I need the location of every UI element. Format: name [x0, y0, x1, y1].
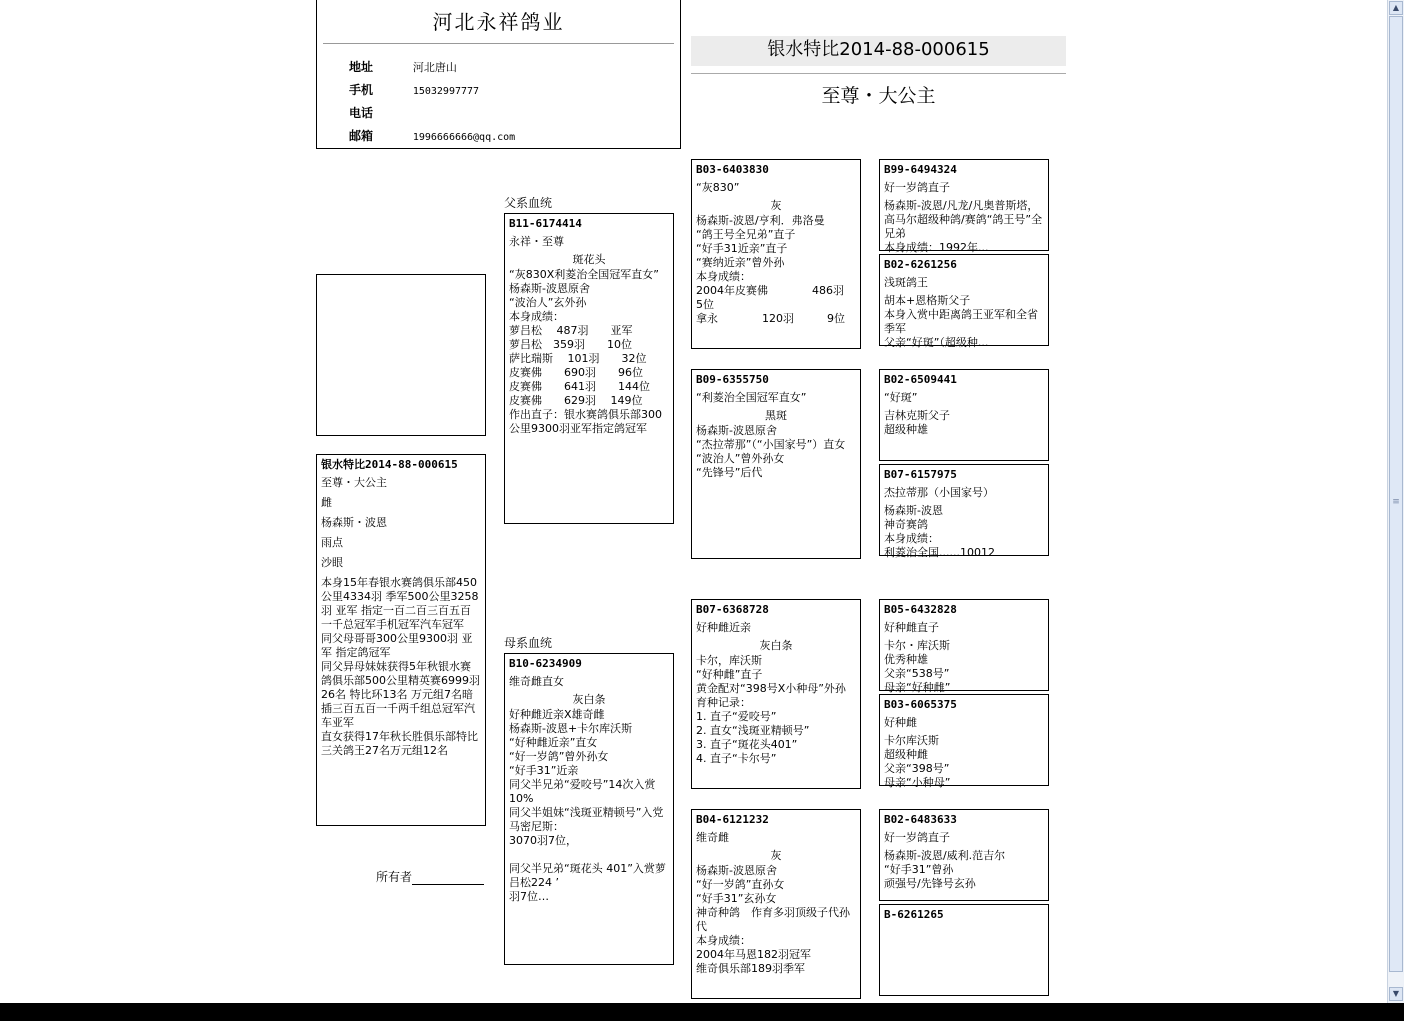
- scroll-grip-icon: ≡: [1392, 497, 1400, 507]
- ggp-fmm-desc: 杨森斯-波恩 神奇赛鸽 本身成绩： 利菱治全国......10012: [884, 504, 995, 559]
- father-box: [504, 213, 674, 524]
- ggp-mmm-box: [879, 904, 1049, 996]
- maternal-grandmother-desc: 杨森斯-波恩原舍 “好一岁鸽”直孙女 “好手31”玄孙女 神奇种鸽 作育多羽顶级子代孙代 本身成绩： 2004年马恩182羽冠军 维奇俱乐部189羽季军: [696, 864, 850, 975]
- maternal-grandfather-desc: 卡尔，库沃斯 “好种雌”直子 黄金配对“398号X小种母”外孙 育种记录： 1. 直子“爱咬号” 2. 直女“浅斑亚精顿号” 3. 直子“斑花头401” 4. 直子“卡尔号”: [696, 654, 846, 765]
- father-line-label: 父系血统: [504, 196, 553, 210]
- paternal-grandmother-name: “利菱治全国冠军直女”: [696, 391, 807, 404]
- ggp-mmm-id: B-6261265: [884, 908, 944, 921]
- company-name: 河北永祥鸽业: [432, 10, 565, 34]
- taskbar: [0, 1003, 1404, 1021]
- ggp-fmf-box: [879, 369, 1049, 461]
- ggp-mfm-id: B03-6065375: [884, 698, 957, 711]
- maternal-grandmother-box: [691, 809, 861, 999]
- address-value: 河北唐山: [412, 61, 457, 74]
- vertical-scrollbar[interactable]: [1387, 0, 1404, 1003]
- ggp-ffm-name: 浅斑鸽王: [884, 276, 928, 289]
- subject-sex: 雌: [321, 496, 332, 509]
- owner-line: [376, 868, 486, 885]
- ggp-fff-desc: 杨森斯-波恩/凡龙/凡奥普斯塔，高马尔超级种鸽/赛鸽“鸽王号”全兄弟 本身成绩：1992年...: [884, 199, 1043, 254]
- maternal-grandmother-color: 灰: [770, 849, 782, 862]
- ggp-fmf-id: B02-6509441: [884, 373, 957, 386]
- ggp-fff-name: 好一岁鸽直子: [884, 181, 950, 194]
- ggp-fmf-desc: 吉林克斯父子 超级种雄: [884, 409, 950, 436]
- mobile-row: [349, 81, 479, 98]
- maternal-grandmother-id: B04-6121232: [696, 813, 769, 826]
- ring-title-bar: [691, 36, 1066, 66]
- owner-blank: [412, 872, 484, 885]
- ggp-mff-desc: 卡尔・库沃斯 优秀种雄 父亲“538号” 母亲“好种雌”: [884, 639, 951, 694]
- maternal-grandfather-id: B07-6368728: [696, 603, 769, 616]
- email-row: [349, 127, 515, 144]
- ggp-fmf-name: “好斑”: [884, 391, 918, 404]
- ggp-ffm-desc: 胡本+恩格斯父子 本身入赏中距离鸽王亚军和全省季军 父亲“好斑”（超级种...: [884, 294, 1038, 349]
- phone-label: 电话: [349, 106, 374, 120]
- ggp-mmf-box: [879, 809, 1049, 901]
- mother-line-label: 母系血统: [504, 636, 553, 650]
- paternal-grandfather-box: [691, 159, 861, 349]
- title-divider: [691, 73, 1066, 74]
- paternal-grandmother-id: B09-6355750: [696, 373, 769, 386]
- mother-box: [504, 653, 674, 965]
- mother-id: B10-6234909: [509, 657, 582, 670]
- maternal-grandmother-name: 维奇雌: [696, 831, 729, 844]
- mother-color: 灰白条: [572, 693, 606, 706]
- scroll-thumb[interactable]: [1389, 16, 1403, 972]
- header-divider: [323, 43, 674, 44]
- subject-breed: 杨森斯・波恩: [321, 516, 387, 529]
- ggp-fff-id: B99-6494324: [884, 163, 957, 176]
- email-value: 1996666666@qq.com: [412, 132, 516, 143]
- pigeon-title: 至尊・大公主: [821, 85, 936, 107]
- breeder-header: [316, 0, 681, 149]
- paternal-grandmother-box: [691, 369, 861, 559]
- paternal-grandfather-name: “灰830”: [696, 181, 740, 194]
- ggp-mfm-name: 好种雌: [884, 716, 917, 729]
- maternal-grandfather-name: 好种雌近亲: [696, 621, 751, 634]
- ggp-ffm-box: [879, 254, 1049, 349]
- ggp-mfm-desc: 卡尔库沃斯 超级种雌 父亲“398号” 母亲“小种母”: [884, 734, 951, 789]
- father-id: B11-6174414: [509, 217, 582, 230]
- scroll-down-button[interactable]: ▼: [1389, 987, 1403, 1001]
- subject-eye: 沙眼: [321, 556, 343, 569]
- ggp-mmf-name: 好一岁鸽直子: [884, 831, 950, 844]
- subject-color: 雨点: [321, 536, 343, 549]
- ggp-fmm-box: [879, 464, 1049, 559]
- subject-desc: 本身15年春银水赛鸽俱乐部450公里4334羽 季军500公里3258羽 亚军 指定一百二百三百五百一千总冠军手机冠军汽车冠军 同父母哥哥300公里9300羽 亚军 指定鸽冠军 同父异母妹妹获得5年秋银水赛鸽俱乐部500公里精英赛6999羽26名 特比环13名 万元组7名暗插三百五百一千两千组总冠军汽车亚军 直女获得17年秋长胜俱乐部特比三关鸽王27名万元组12名: [321, 576, 480, 757]
- ggp-mmf-desc: 杨森斯-波恩/威利.范吉尔 “好手31”曾孙 顽强号/先锋号玄孙: [884, 849, 1006, 890]
- ggp-ffm-id: B02-6261256: [884, 258, 957, 271]
- ggp-mff-name: 好种雌直子: [884, 621, 939, 634]
- owner-label: 所有者: [376, 870, 413, 884]
- ggp-mmf-id: B02-6483633: [884, 813, 957, 826]
- paternal-grandfather-id: B03-6403830: [696, 163, 769, 176]
- paternal-grandfather-color: 灰: [770, 199, 782, 212]
- subject-ring: 银水特比2014-88-000615: [321, 458, 458, 471]
- phone-row: [349, 104, 413, 121]
- ggp-fmm-id: B07-6157975: [884, 468, 957, 481]
- ggp-mff-id: B05-6432828: [884, 603, 957, 616]
- ggp-fff-box: [879, 159, 1049, 254]
- ggp-fmm-name: 杰拉蒂那（小国家号）: [884, 486, 994, 499]
- mother-desc: 好种雌近亲X雄奇雌 杨森斯-波恩+卡尔库沃斯 “好种雌近亲”直女 “好一岁鸽”曾外孙女 “好手31”近亲 同父半兄弟“爱咬号”14次入赏10% 同父半姐妹“浅斑亚精顿号”入党马密尼斯： 3070羽7位， 同父半兄弟“斑花头 401”入赏萝吕松224 ’ 羽7位…: [509, 708, 666, 903]
- maternal-grandfather-color: 灰白条: [759, 639, 793, 652]
- ggp-mfm-box: [879, 694, 1049, 789]
- subject-name: 至尊・大公主: [321, 476, 387, 489]
- paternal-grandmother-color: 黑斑: [765, 409, 787, 422]
- father-color: 斑花头: [572, 253, 606, 266]
- address-row: [349, 58, 457, 75]
- paternal-grandmother-desc: 杨森斯-波恩原舍 “杰拉蒂那”（“小国家号”）直女 “波治人”曾外孙女 “先锋号”后代: [696, 424, 846, 479]
- paternal-grandfather-desc: 杨森斯-波恩/亨利．弗洛曼 “鸽王号全兄弟”直子 “好手31近亲”直子 “赛纳近亲”曾外孙 本身成绩： 2004年皮赛佛 486羽 5位 拿永 120羽 9位: [696, 214, 845, 325]
- subject-box: [316, 454, 486, 826]
- ring-title: 银水特比2014-88-000615: [767, 39, 990, 60]
- mobile-label: 手机: [349, 83, 374, 97]
- father-name: 永祥・至尊: [509, 235, 564, 248]
- mother-name: 维奇雌直女: [509, 675, 564, 688]
- ggp-mff-box: [879, 599, 1049, 694]
- email-label: 邮箱: [349, 129, 374, 143]
- mobile-value: 15032997777: [412, 86, 480, 97]
- pigeon-photo: [316, 274, 486, 436]
- address-label: 地址: [349, 60, 374, 74]
- scroll-up-button[interactable]: ▲: [1389, 1, 1403, 15]
- father-desc: “灰830X利菱治全国冠军直女” 杨森斯-波恩原舍 “波治人”玄外孙 本身成绩： 萝吕松 487羽 亚军 萝吕松 359羽 10位 萨比瑞斯 101羽 32位 皮赛佛 690羽 96位 皮赛佛 641羽 144位 皮赛佛 629羽 149位 作出直子：银水赛鸽俱乐部300公里9300羽亚军指定鸽冠军: [509, 268, 662, 435]
- maternal-grandfather-box: [691, 599, 861, 789]
